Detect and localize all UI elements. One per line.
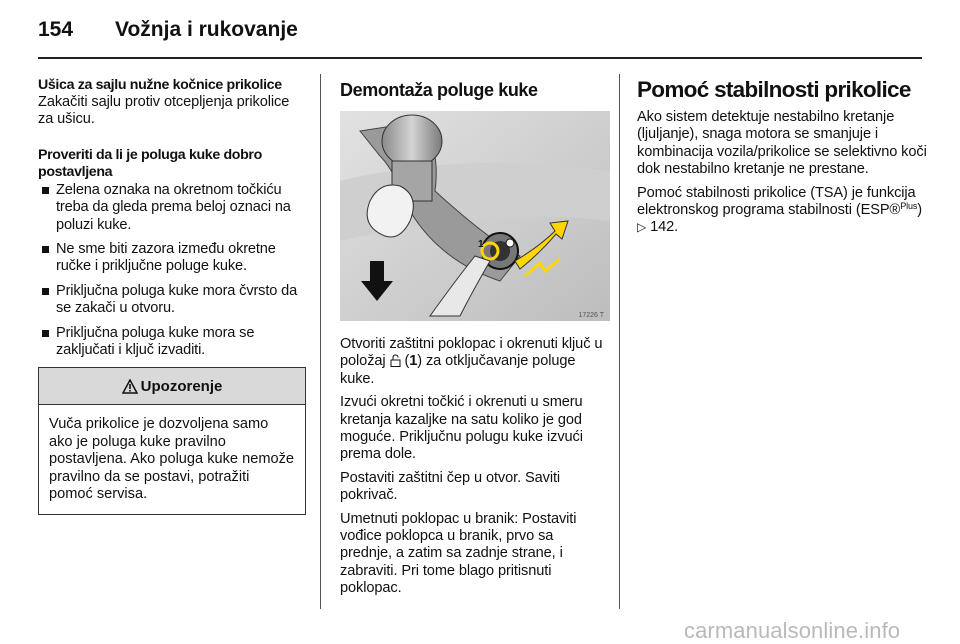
list-item: Priključna poluga kuke mora čvrsto da se zakači u otvoru. (38, 283, 306, 318)
warning-text: Vuča prikolice je dozvoljena samo ako je poluga kuke pravilno postavljena. Ako poluga kuke nemože pravilno da se postavi, potražiti pomoć servisa. (49, 416, 295, 503)
bullet-square-icon (42, 246, 49, 253)
bullet-square-icon (42, 330, 49, 337)
tsa-text-1: Ako sistem detektuje nestabilno kretanje (ljuljanje), snaga motora se smanjuje i kombinacija vozila/prikolice se selektivno koči dok nestabilno kretanje ne prestane. (637, 109, 927, 178)
warning-header (39, 368, 305, 405)
removal-heading: Demontaža poluge kuke (340, 80, 538, 100)
reference-arrow-icon: ▷ (637, 220, 647, 235)
tsa-text-2: Pomoć stabilnosti prikolice (TSA) je funkcija elektronskog programa stabilnosti (ESP®$^{Plus}$) ▷ 142. (637, 184, 923, 236)
bullet-square-icon (42, 187, 49, 194)
page-number: 154 (38, 18, 74, 41)
eyelet-text: Zakačiti sajlu protiv otcepljenja prikolice za ušicu. (38, 94, 290, 128)
removal-step-4: Umetnuti poklopac u branik: Postaviti vođice poklopca u branik, prvo sa prednje, a zatim sa zadnje strane, i zabraviti. Pri tome blago pritisnuti poklopac. (340, 510, 577, 597)
eyelet-heading: Ušica za sajlu nužne kočnice prikolice (38, 77, 282, 93)
header-rule (38, 57, 922, 59)
column-left (38, 77, 306, 515)
warning-title: Upozorenje (140, 377, 223, 395)
watermark: carmanualsonline.info (684, 618, 901, 643)
check-heading: Proveriti da li je poluga kuke dobro postavljena (38, 146, 262, 180)
section-title: Vožnja i rukovanje (115, 18, 298, 41)
unlock-icon (390, 354, 401, 367)
removal-step-3: Postaviti zaštitni čep u otvor. Saviti pokrivač. (340, 469, 561, 504)
page-reference[interactable]: 142. (650, 219, 679, 236)
column-divider-2 (619, 74, 620, 609)
column-right (637, 77, 927, 243)
removal-step-1: Otvoriti zaštitni poklopac i okrenuti ključ u položaj (1) za otključavanje poluge kuke. (340, 336, 603, 387)
list-item: Priključna poluga kuke mora se zaključati i ključ izvaditi. (38, 325, 306, 360)
warning-triangle-icon (122, 379, 138, 394)
column-divider-1 (320, 74, 321, 609)
bullet-square-icon (42, 288, 49, 295)
figure-callout: 1 (478, 239, 484, 250)
list-item: Zelena oznaka na okretnom točkiću treba da gleda prema beloj oznaci na poluzi kuke. (38, 182, 306, 234)
removal-step-2: Izvući okretni točkić i okrenuti u smeru kretanja kazaljke na satu koliko je god moguće. Priključnu polugu kuke izvući prema dole. (340, 394, 583, 463)
figure-code: 17226 T (578, 312, 604, 319)
tow-hook-illustration (340, 111, 610, 321)
column-middle (340, 77, 608, 604)
list-item: Ne sme biti zazora između okretne ručke i priključne poluge kuke. (38, 241, 306, 276)
tsa-heading: Pomoć stabilnosti prikolice (637, 77, 911, 102)
check-list (38, 182, 306, 360)
warning-box (38, 367, 306, 514)
